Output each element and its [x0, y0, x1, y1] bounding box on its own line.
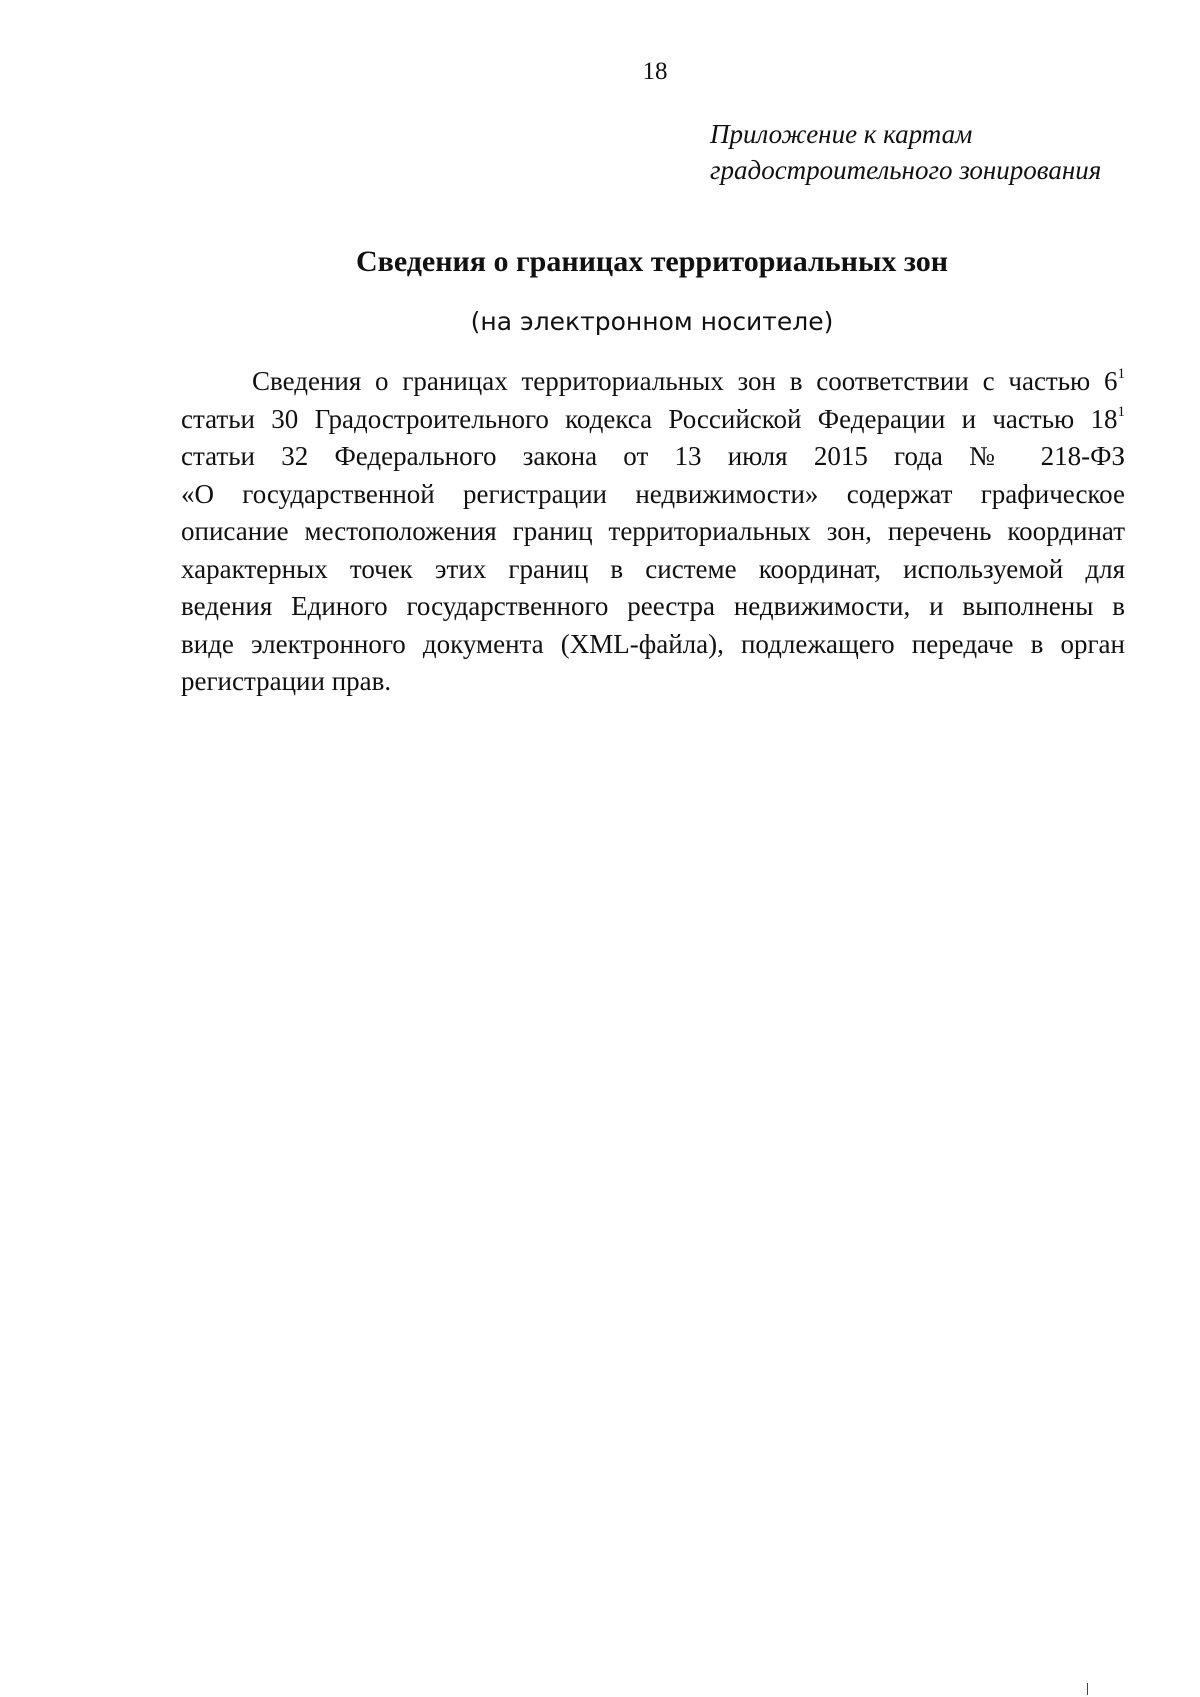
appendix-caption [710, 116, 1101, 188]
page-number: 18 [642, 58, 668, 85]
paragraph-line-3: статьи 32 Федерального закона от 13 июля 2015 года № 218-ФЗ [181, 441, 1125, 471]
body-paragraph [181, 363, 1125, 701]
paragraph-line-1 [181, 363, 1125, 401]
paragraph-line-1-text: Сведения о границах территориальных зон в соответствии с частью 6 [252, 366, 1118, 396]
document-title: Сведения о границах территориальных зон [355, 245, 949, 278]
paragraph-line-7: ведения Единого государственного реестра недвижимости, и выполнены в [181, 591, 1125, 621]
paragraph-line-9: регистрации прав. [181, 666, 392, 696]
superscript-index: 1 [1117, 403, 1125, 420]
appendix-line-1: Приложение к картам [710, 119, 973, 149]
superscript-index: 1 [1117, 366, 1125, 382]
paragraph-line-6: характерных точек этих границ в системе координат, используемой для [181, 553, 1125, 584]
document-subtitle: (на электронном носителе) [470, 307, 834, 336]
scan-mark [1087, 1683, 1088, 1695]
paragraph-line-2 [181, 401, 1125, 439]
appendix-line-2: градостроительного зонирования [710, 155, 1102, 185]
paragraph-line-2-text: статьи 30 Градостроительного кодекса Российской Федерации и частью 18 [181, 403, 1118, 434]
paragraph-line-5: описание местоположения границ территориальных зон, перечень координат [181, 516, 1125, 546]
paragraph-line-4: «О государственной регистрации недвижимости» содержат графическое [181, 478, 1125, 509]
paragraph-line-8: виде электронного документа (XML-файла), подлежащего передаче в орган [181, 628, 1125, 659]
